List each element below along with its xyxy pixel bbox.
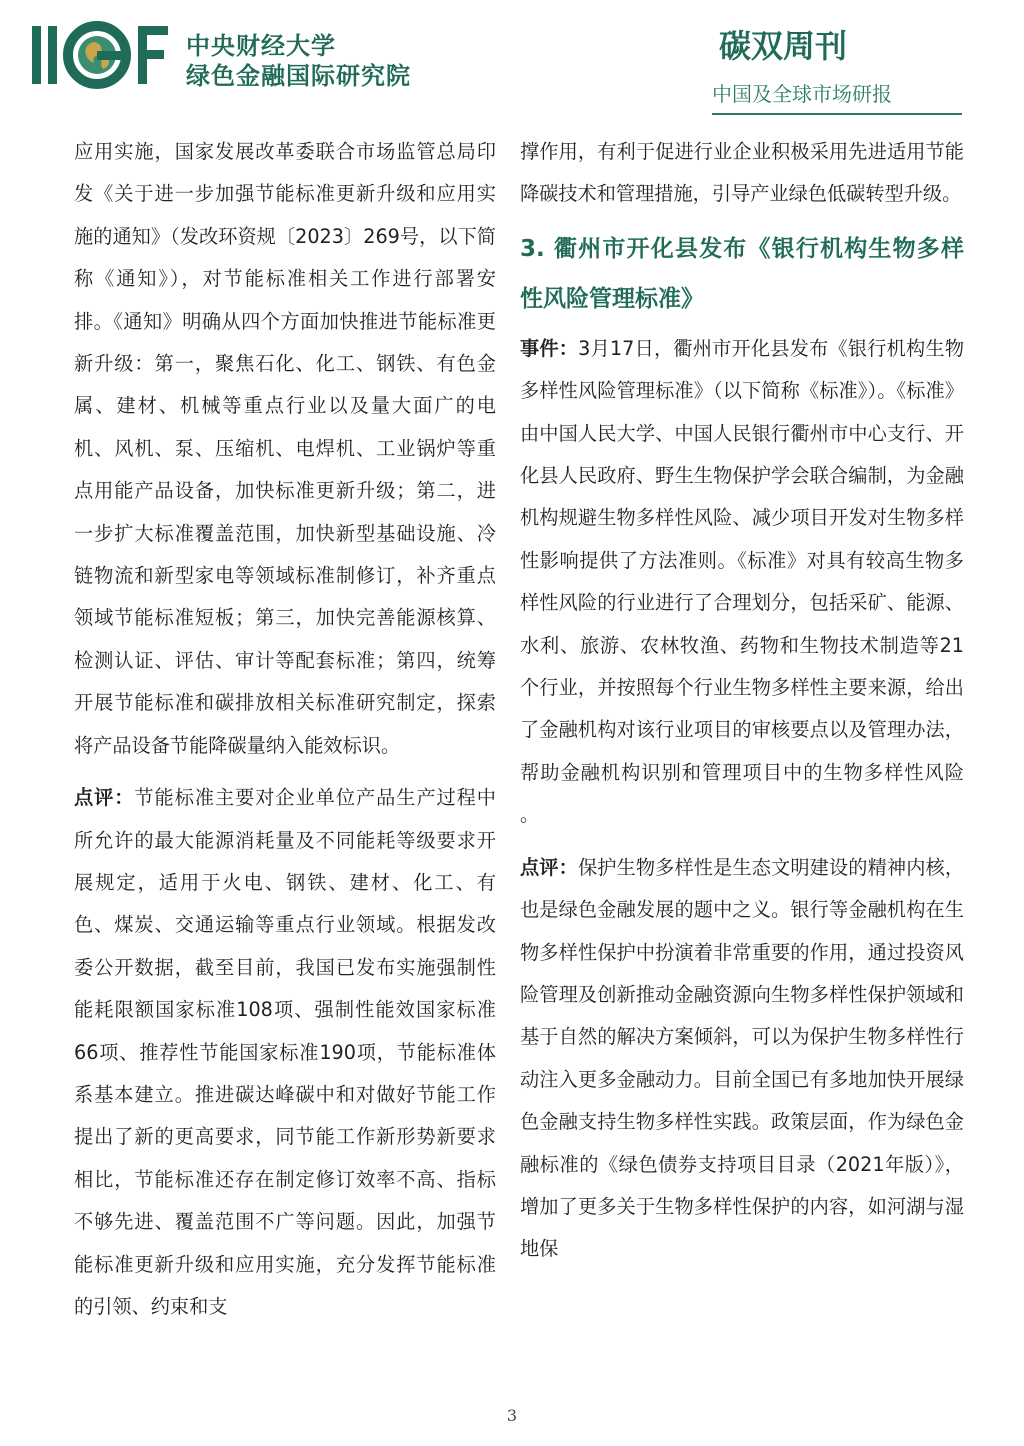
page-header — [0, 0, 1024, 118]
event-text: 3月17日，衢州市开化县发布《银行机构生物多样性风险管理标准》（以下简称《标准》）。《标准》由中国人民大学、中国人民银行衢州市中心支行、开化县人民政府、野生生物保护学会联合编制，为金融机构规避生物多样性风险、减少项目开发对生物多样性影响提供了方法准则。《标准》对具有较高生物多样性风险的行业进行了合理划分，包括采矿、能源、水利、旅游、农林牧渔、药物和生物技术制造等21个行业，并按照每个行业生物多样性主要来源，给出了金融机构对该行业项目的审核要点以及管理办法，帮助金融机构识别和管理项目中的生物多样性风险 。 — [520, 336, 965, 827]
header-divider — [712, 113, 962, 115]
publication-subtitle: 中国及全球市场研报 — [712, 82, 892, 106]
publication-title: 碳双周刊 — [718, 27, 847, 65]
comment-paragraph-left — [74, 777, 496, 1328]
continuation-paragraph: 撑作用，有利于促进行业企业积极采用先进适用节能降碳技术和管理措施，引导产业绿色低碳转型升级。 — [520, 140, 964, 206]
institute-name-line1: 中央财经大学 — [186, 32, 336, 60]
iigf-logo — [30, 20, 170, 90]
institute-name — [186, 31, 411, 91]
policy-paragraph: 应用实施，国家发展改革委联合市场监管总局印发《关于进一步加强节能标准更新升级和应用实施的通知》（发改环资规〔2023〕269号，以下简称《通知》），对节能标准相关工作进行部署安排。《通知》明确从四个方面加快推进节能标准更新升级：第一，聚焦石化、化工、钢铁、有色金属、建材、机械等重点行业以及量大面广的电机、风机、泵、压缩机、电焊机、工业锅炉等重点用能产品设备，加快标准更新升级；第二，进一步扩大标准覆盖范围，加快新型基础设施、冷链物流和新型家电等领域标准制修订，补齐重点领域节能标准短板；第三，加快完善能源核算、检测认证、评估、审计等配套标准；第四，统筹开展节能标准和碳排放相关标准研究制定，探索将产品设备节能降碳量纳入能效标识。 — [74, 140, 496, 757]
comment-text: 保护生物多样性是生态文明建设的精神内核，也是绿色金融发展的题中之义。银行等金融机构在生物多样性保护中扮演着非常重要的作用，通过投资风险管理及创新推动金融资源向生物多样性保护领域和基于自然的解决方案倾斜，可以为保护生物多样性行动注入更多金融动力。目前全国已有多地加快开展绿色金融支持生物多样性实践。政策层面，作为绿色金融标准的《绿色债券支持项目目录（2021年版）》，增加了更多关于生物多样性保护的内容，如河湖与湿地保 — [520, 855, 965, 1261]
left-column — [74, 131, 496, 1328]
comment-paragraph-right — [520, 847, 964, 1271]
paragraph-gap — [74, 767, 496, 777]
event-label: 事件： — [520, 336, 579, 360]
page-number: 3 — [506, 1406, 518, 1425]
right-column — [520, 131, 964, 1271]
paragraph-gap — [520, 837, 964, 847]
comment-label: 点评： — [520, 855, 578, 879]
comment-label: 点评： — [74, 786, 135, 810]
institute-name-line2: 绿色金融国际研究院 — [186, 62, 411, 90]
event-paragraph — [520, 328, 964, 837]
section-heading: 3. 衢州市开化县发布《银行机构生物多样性风险管理标准》 — [520, 235, 964, 312]
comment-text: 节能标准主要对企业单位产品生产过程中所允许的最大能源消耗量及不同能耗等级要求开展规定，适用于火电、钢铁、建材、化工、有色、煤炭、交通运输等重点行业领域。根据发改委公开数据，截至目前，我国已发布实施强制性能耗限额国家标准108项、强制性能效国家标准66项、推荐性节能国家标准190项，节能标准体系基本建立。推进碳达峰碳中和对做好节能工作提出了新的更高要求，同节能工作新形势新要求相比，节能标准还存在制定修订效率不高、指标不够先进、覆盖范围不广等问题。因此，加强节能标准更新升级和应用实施，充分发挥节能标准的引领、约束和支 — [74, 786, 496, 1318]
